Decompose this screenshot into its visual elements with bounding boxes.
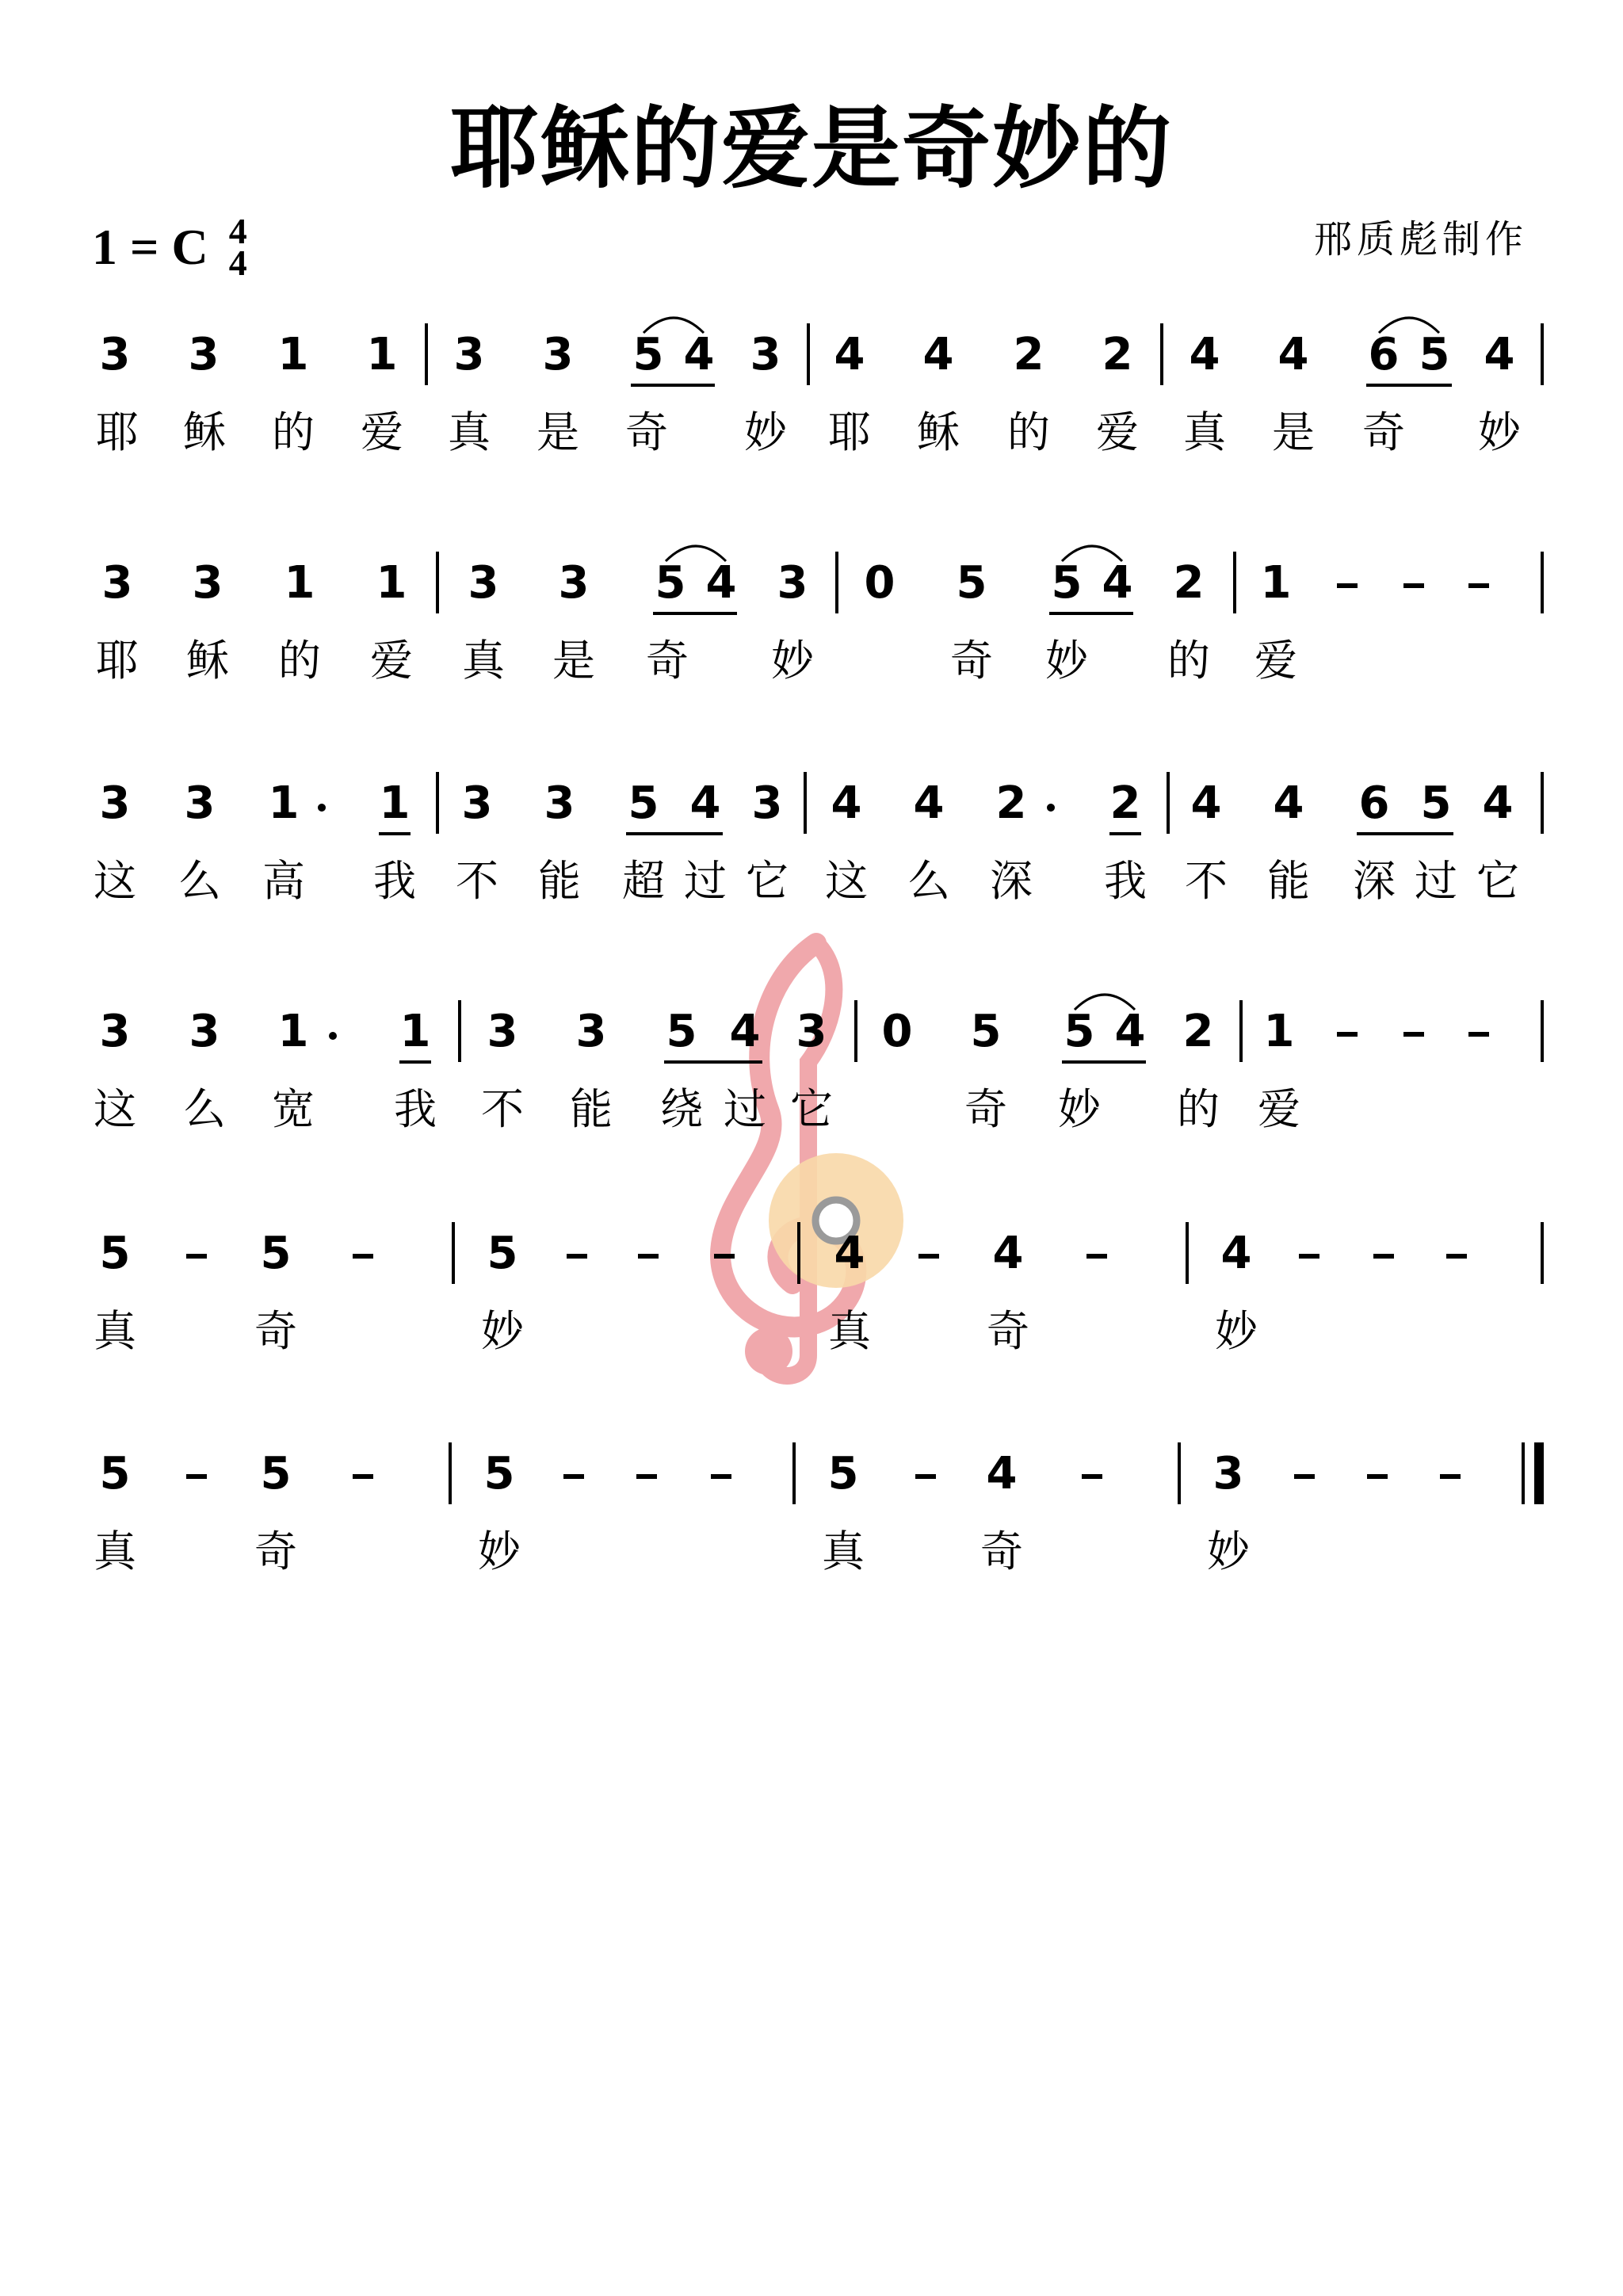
lyric-syllable: 奇 (987, 1306, 1029, 1356)
lyric-syllable: 绕 (660, 1084, 703, 1134)
note: 4 (922, 329, 954, 380)
note: 5 (956, 557, 987, 609)
eighth-underline (1366, 384, 1452, 387)
bar-line (1178, 1442, 1181, 1504)
song-title: 耶稣的爱是奇妙的 (450, 97, 1173, 201)
note: 5 (970, 1006, 1002, 1057)
note: 2 (995, 777, 1027, 829)
lyric-syllable: 超 (622, 856, 665, 906)
eighth-underline (1109, 832, 1141, 835)
lyric-syllable: 妙 (1058, 1084, 1101, 1134)
note: 5 (260, 1228, 292, 1279)
sustain-dash (186, 1474, 207, 1479)
sustain-dash (1082, 1474, 1102, 1479)
note: 4 (1190, 777, 1222, 829)
sustain-dash (1468, 583, 1489, 588)
note: 1 (268, 777, 300, 829)
note: 6 (1358, 777, 1390, 829)
lyric-syllable: 么 (907, 856, 950, 906)
lyric-syllable: 奇 (1362, 407, 1405, 457)
note: 3 (189, 1006, 220, 1057)
lyric-syllable: 奇 (646, 636, 689, 686)
lyric-syllable: 妙 (1207, 1526, 1250, 1576)
sustain-dash (1440, 1474, 1461, 1479)
sustain-dash (1403, 1032, 1424, 1037)
note: 3 (192, 557, 223, 609)
note: 4 (831, 777, 862, 829)
note: 3 (461, 777, 493, 829)
lyric-syllable: 奇 (964, 1084, 1007, 1134)
lyric-syllable: 稣 (186, 636, 229, 686)
note: 4 (1189, 329, 1220, 380)
time-signature-bottom: 4 (228, 243, 247, 283)
eighth-underline (1062, 1060, 1146, 1064)
lyric-syllable: 高 (262, 856, 305, 906)
lyric-syllable: 真 (462, 636, 505, 686)
bar-line (1186, 1222, 1189, 1284)
lyric-syllable: 是 (552, 636, 595, 686)
lyric-syllable: 的 (1167, 636, 1210, 686)
slur-arc (1377, 312, 1441, 336)
lyric-syllable: 真 (94, 1526, 136, 1576)
note: 1 (376, 557, 407, 609)
note: 0 (864, 557, 896, 609)
sustain-dash (1086, 1254, 1107, 1259)
bar-line (458, 1000, 461, 1062)
note: 4 (705, 557, 737, 609)
note: 5 (1051, 557, 1083, 609)
note: 3 (184, 777, 216, 829)
bar-line (835, 552, 838, 613)
lyric-syllable: 这 (94, 1084, 136, 1134)
lyric-syllable: 妙 (1215, 1306, 1258, 1356)
sustain-dash (1403, 583, 1424, 588)
lyric-syllable: 奇 (950, 636, 993, 686)
lyric-syllable: 的 (272, 407, 315, 457)
sustain-dash (1468, 1032, 1489, 1037)
lyric-syllable: 奇 (980, 1526, 1023, 1576)
bar-line (1541, 1222, 1544, 1284)
bar-line (1239, 1000, 1243, 1062)
sustain-dash (563, 1474, 584, 1479)
note: 1 (1263, 1006, 1295, 1057)
note: 1 (277, 329, 309, 380)
lyric-syllable: 么 (183, 1084, 226, 1134)
bar-line (1541, 772, 1544, 834)
note: 2 (1102, 329, 1133, 380)
bar-line (436, 552, 439, 613)
time-signature-top: 4 (228, 211, 247, 251)
note: 4 (1484, 329, 1515, 380)
sustain-dash (1299, 1254, 1319, 1259)
bar-line (1167, 772, 1170, 834)
sustain-dash (915, 1474, 936, 1479)
note: 1 (277, 1006, 309, 1057)
lyric-syllable: 爱 (1096, 407, 1139, 457)
lyric-syllable: 不 (1185, 856, 1228, 906)
eighth-underline (664, 1060, 762, 1064)
bar-line (452, 1222, 455, 1284)
slur-arc (1073, 989, 1136, 1013)
note: 5 (487, 1228, 518, 1279)
note: 5 (1419, 329, 1450, 380)
lyric-syllable: 爱 (361, 407, 403, 457)
slur-arc (664, 541, 727, 564)
note: 4 (1482, 777, 1514, 829)
note: 5 (632, 329, 664, 380)
note: 4 (1273, 777, 1304, 829)
eighth-underline (626, 832, 723, 835)
note: 5 (827, 1448, 859, 1499)
lyric-syllable: 它 (1476, 856, 1519, 906)
lyric-syllable: 能 (570, 1084, 613, 1134)
sustain-dash (1446, 1254, 1467, 1259)
lyric-syllable: 妙 (478, 1526, 521, 1576)
eighth-underline (1357, 832, 1453, 835)
note: 5 (1064, 1006, 1095, 1057)
lyric-syllable: 不 (456, 856, 498, 906)
note: 3 (99, 1006, 131, 1057)
lyric-syllable: 的 (1177, 1084, 1220, 1134)
note: 3 (101, 557, 133, 609)
lyric-syllable: 妙 (1478, 407, 1521, 457)
sustain-dash (711, 1474, 731, 1479)
note: 4 (1102, 557, 1133, 609)
lyric-syllable: 妙 (744, 407, 787, 457)
note: 3 (1212, 1448, 1244, 1499)
lyric-syllable: 么 (178, 856, 221, 906)
note: 5 (99, 1228, 131, 1279)
lyric-syllable: 真 (822, 1526, 865, 1576)
bar-line (436, 772, 439, 834)
lyric-syllable: 真 (1183, 407, 1226, 457)
note: 0 (881, 1006, 913, 1057)
sustain-dash (1373, 1254, 1394, 1259)
sustain-dash (918, 1254, 939, 1259)
lyric-syllable: 宽 (272, 1084, 315, 1134)
note: 3 (99, 329, 131, 380)
bar-line (797, 1222, 800, 1284)
lyric-syllable: 的 (1007, 407, 1050, 457)
note: 4 (683, 329, 715, 380)
note: 3 (750, 329, 781, 380)
note: 3 (751, 777, 783, 829)
lyric-syllable: 妙 (771, 636, 814, 686)
note: 4 (834, 329, 865, 380)
bar-line (425, 323, 428, 385)
lyric-syllable: 稣 (917, 407, 960, 457)
lyric-syllable: 不 (481, 1084, 524, 1134)
lyric-syllable: 稣 (183, 407, 226, 457)
lyric-syllable: 它 (790, 1084, 833, 1134)
note: 3 (453, 329, 485, 380)
lyric-syllable: 奇 (625, 407, 668, 457)
bar-line (449, 1442, 452, 1504)
note: 1 (366, 329, 398, 380)
lyric-syllable: 妙 (481, 1306, 524, 1356)
note: 3 (487, 1006, 518, 1057)
lyric-syllable: 真 (94, 1306, 136, 1356)
time-signature (228, 211, 247, 283)
note: 5 (1420, 777, 1452, 829)
lyric-syllable: 爱 (1254, 636, 1297, 686)
bar-line (1541, 552, 1544, 613)
lyric-syllable: 深 (990, 856, 1033, 906)
lyric-syllable: 耶 (828, 407, 871, 457)
slur-arc (1060, 541, 1124, 564)
note: 2 (1173, 557, 1205, 609)
sustain-dash (567, 1254, 587, 1259)
note: 5 (260, 1448, 292, 1499)
bar-line (1541, 1000, 1544, 1062)
eighth-underline (399, 1060, 431, 1064)
slur-arc (642, 312, 705, 336)
lyric-syllable: 过 (724, 1084, 766, 1134)
sustain-dash (1337, 583, 1358, 588)
lyric-syllable: 我 (1104, 856, 1147, 906)
augmentation-dot (329, 1032, 337, 1040)
note: 5 (666, 1006, 697, 1057)
lyric-syllable: 我 (373, 856, 416, 906)
note: 4 (1114, 1006, 1146, 1057)
sustain-dash (1294, 1474, 1315, 1479)
note: 4 (992, 1228, 1024, 1279)
key-text: 1 = C (92, 219, 208, 275)
bar-line (854, 1000, 857, 1062)
lyric-syllable: 奇 (254, 1306, 297, 1356)
key-signature (92, 211, 247, 283)
lyric-syllable: 过 (684, 856, 727, 906)
lyric-syllable: 爱 (370, 636, 413, 686)
note: 6 (1368, 329, 1400, 380)
sustain-dash (186, 1254, 207, 1259)
lyric-syllable: 是 (1272, 407, 1315, 457)
lyric-syllable: 爱 (1258, 1084, 1300, 1134)
note: 4 (1277, 329, 1309, 380)
note: 4 (689, 777, 721, 829)
bar-line (804, 772, 807, 834)
note: 3 (575, 1006, 607, 1057)
sustain-dash (636, 1474, 657, 1479)
bar-line (807, 323, 810, 385)
sustain-dash (638, 1254, 659, 1259)
note: 4 (986, 1448, 1018, 1499)
note: 2 (1013, 329, 1044, 380)
note: 3 (777, 557, 808, 609)
lyric-syllable: 妙 (1045, 636, 1088, 686)
note: 5 (655, 557, 686, 609)
lyric-syllable: 能 (538, 856, 581, 906)
lyric-syllable: 耶 (96, 636, 139, 686)
note: 5 (628, 777, 659, 829)
augmentation-dot (318, 804, 326, 812)
note: 1 (1260, 557, 1292, 609)
eighth-underline (379, 832, 411, 835)
sustain-dash (353, 1254, 373, 1259)
note: 5 (99, 1448, 131, 1499)
note: 3 (558, 557, 590, 609)
note: 4 (913, 777, 945, 829)
augmentation-dot (1047, 804, 1055, 812)
eighth-underline (653, 612, 737, 615)
note: 5 (483, 1448, 515, 1499)
lyric-syllable: 我 (394, 1084, 437, 1134)
lyric-syllable: 的 (278, 636, 321, 686)
note: 1 (399, 1006, 431, 1057)
note: 1 (379, 777, 411, 829)
note: 4 (834, 1228, 865, 1279)
sustain-dash (1367, 1474, 1388, 1479)
bar-line (1160, 323, 1163, 385)
note: 3 (796, 1006, 827, 1057)
lyric-syllable: 深 (1353, 856, 1396, 906)
final-bar-thick (1534, 1442, 1544, 1504)
note: 3 (188, 329, 220, 380)
sustain-dash (1337, 1032, 1358, 1037)
bar-line (792, 1442, 796, 1504)
lyric-syllable: 过 (1415, 856, 1457, 906)
sustain-dash (353, 1474, 373, 1479)
bar-line (1233, 552, 1236, 613)
note: 3 (99, 777, 131, 829)
note: 3 (542, 329, 574, 380)
note: 3 (468, 557, 499, 609)
note: 3 (544, 777, 575, 829)
author-credit: 邢质彪制作 (1313, 217, 1528, 262)
lyric-syllable: 能 (1267, 856, 1310, 906)
lyric-syllable: 耶 (96, 407, 139, 457)
lyric-syllable: 奇 (254, 1526, 297, 1576)
eighth-underline (631, 384, 715, 387)
lyric-syllable: 是 (537, 407, 579, 457)
lyric-syllable: 真 (828, 1306, 871, 1356)
lyric-syllable: 这 (825, 856, 868, 906)
note: 2 (1109, 777, 1141, 829)
note: 4 (1220, 1228, 1252, 1279)
lyric-syllable: 真 (448, 407, 491, 457)
note: 1 (284, 557, 315, 609)
note: 4 (729, 1006, 761, 1057)
eighth-underline (1049, 612, 1133, 615)
lyric-syllable: 这 (94, 856, 136, 906)
bar-line (1541, 323, 1544, 385)
final-bar-thin (1522, 1442, 1525, 1504)
lyric-syllable: 它 (746, 856, 789, 906)
sustain-dash (714, 1254, 735, 1259)
note: 2 (1182, 1006, 1214, 1057)
